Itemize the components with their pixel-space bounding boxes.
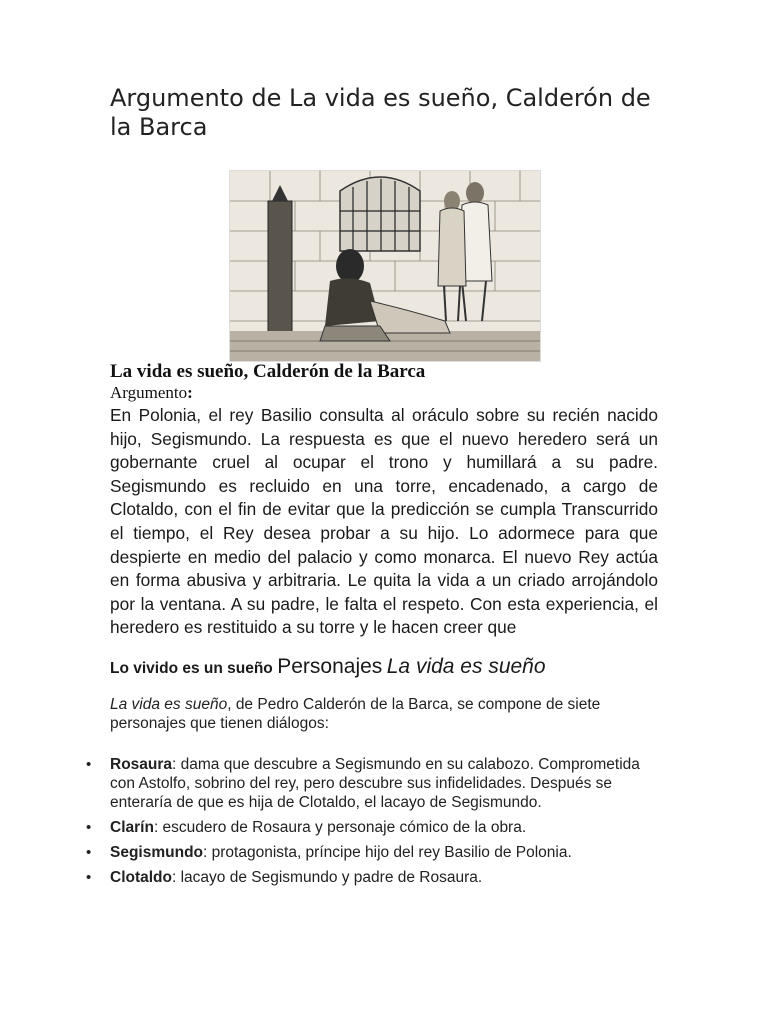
character-desc: : lacayo de Segismundo y padre de Rosaura. <box>172 869 483 886</box>
engraving-illustration <box>229 170 541 362</box>
intro-work-title: La vida es sueño <box>110 696 228 713</box>
characters-heading-italic: La vida es sueño <box>386 655 546 678</box>
characters-heading-lead: Lo vivido es un sueño <box>110 660 273 677</box>
intro-rest: , de Pedro Calderón de la Barca, se compone de siete personajes que tienen diálogos: <box>110 696 601 732</box>
character-desc: : dama que descubre a Segismundo en su calabozo. Comprometida con Astolfo, sobrino del rey, pero descubre sus infidelidades. Después se enteraría de que es hija de Clotaldo, el lacayo de Segismundo. <box>110 756 640 811</box>
argument-paragraph: En Polonia, el rey Basilio consulta al oráculo sobre su recién nacido hijo, Segismundo. La respuesta es que el nuevo heredero será un gobernante cruel al ocupar el trono y humillará a su padre. Segismundo es recluido en una torre, encadenado, a cargo de Clotaldo, con el fin de evitar que la predicción se cumpla Transcurrido el tiempo, el Rey desea probar a su hijo. Lo adormece para que despierte en medio del palacio y como monarca. El nuevo Rey actúa en forma abusiva y arbitraria. Le quita la vida a un criado arrojándolo por la ventana. A su padre, le falta el respeto. Con esta experiencia, el heredero es restituido a su torre y le hacen creer que <box>110 405 658 638</box>
list-item <box>110 868 650 887</box>
argument-label-text: Argumento <box>110 383 188 402</box>
characters-list <box>110 755 650 893</box>
characters-heading-plain: Personajes <box>277 655 383 678</box>
list-item <box>110 843 650 862</box>
character-desc: : protagonista, príncipe hijo del rey Basilio de Polonia. <box>203 844 572 861</box>
list-item <box>110 818 650 837</box>
characters-heading <box>110 655 546 679</box>
character-name: Clotaldo <box>110 869 172 886</box>
argument-label-colon: : <box>187 383 193 402</box>
section-subtitle: La vida es sueño, Calderón de la Barca <box>110 361 426 382</box>
character-name: Segismundo <box>110 844 204 861</box>
character-desc: : escudero de Rosaura y personaje cómico de la obra. <box>153 819 527 836</box>
character-name: Clarín <box>110 819 154 836</box>
argument-label <box>110 383 193 403</box>
list-item <box>110 755 650 812</box>
page-title: Argumento de La vida es sueño, Calderón de la Barca <box>110 84 651 141</box>
character-name: Rosaura <box>110 756 173 773</box>
characters-intro <box>110 695 630 733</box>
